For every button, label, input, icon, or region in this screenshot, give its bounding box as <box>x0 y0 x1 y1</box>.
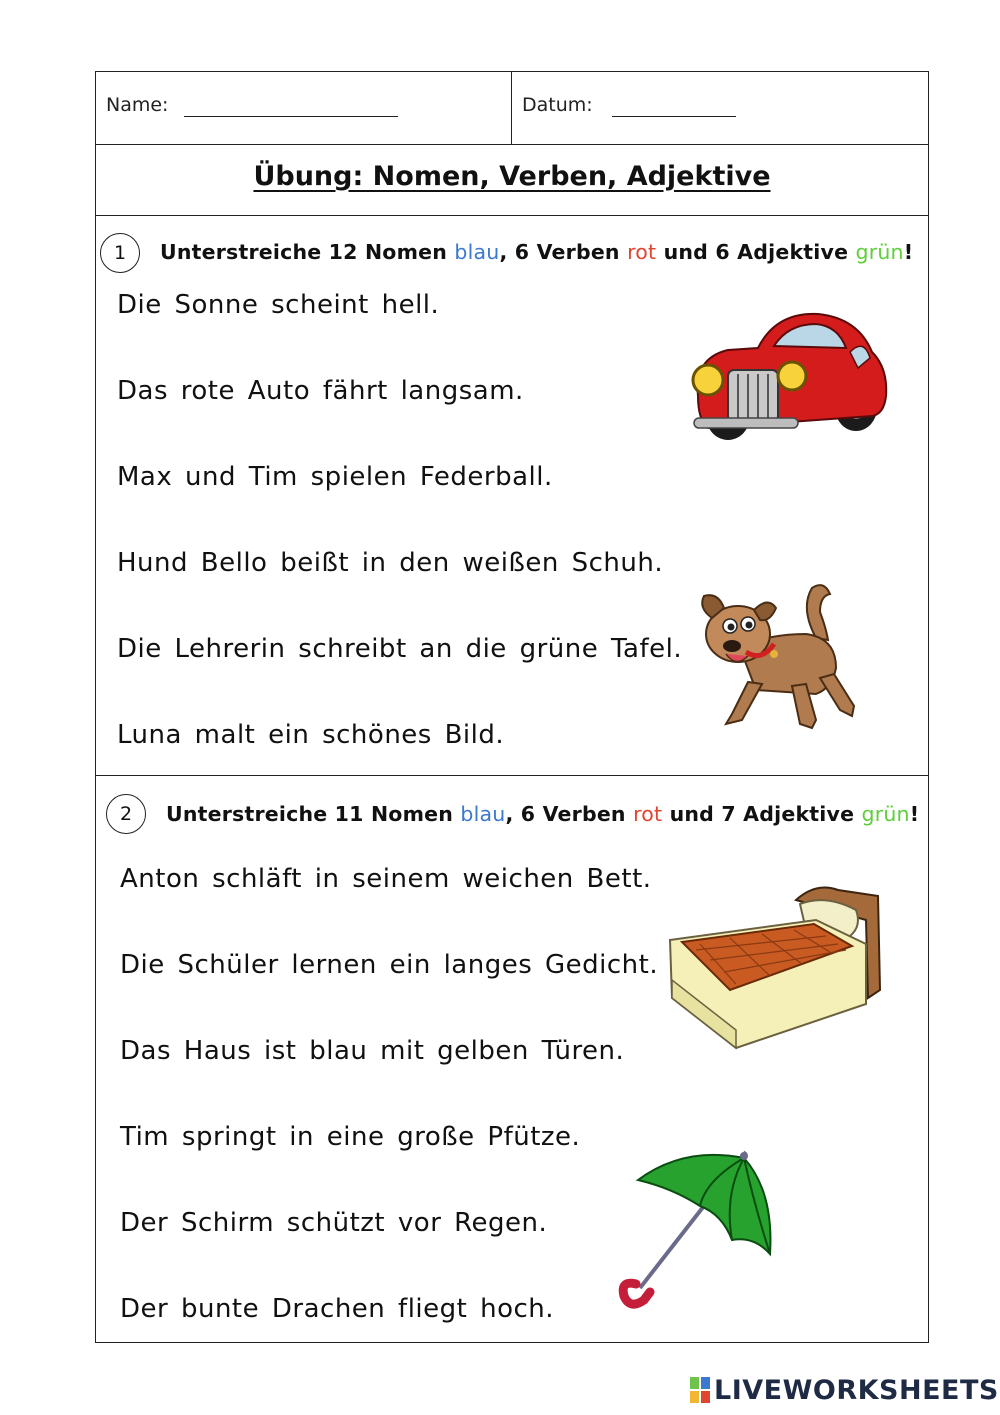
logo-icon <box>690 1377 710 1403</box>
header-row <box>96 72 928 145</box>
date-label: Datum: <box>522 94 593 116</box>
liveworksheets-logo: LIVEWORKSHEETS <box>690 1373 999 1407</box>
color-word-green: grün <box>855 240 904 264</box>
exercise-1 <box>96 216 928 776</box>
name-cell <box>96 72 512 144</box>
color-word-red: rot <box>633 802 663 826</box>
color-word-blue: blau <box>454 240 500 264</box>
exercise-instruction: Unterstreiche 11 Nomen blau, 6 Verben rot und 7 Adjektive grün! <box>166 802 920 826</box>
exercise-number: 1 <box>100 233 140 273</box>
color-word-red: rot <box>627 240 657 264</box>
sentence[interactable]: Tim springt in eine große Pfütze. <box>120 1122 581 1152</box>
exercise-2 <box>96 776 928 1342</box>
sentence[interactable]: Die Lehrerin schreibt an die grüne Tafel. <box>117 634 683 664</box>
date-cell <box>512 72 928 144</box>
page-title: Übung: Nomen, Verben, Adjektive <box>253 161 771 192</box>
name-label: Name: <box>106 94 169 116</box>
worksheet <box>95 71 929 1343</box>
color-word-green: grün <box>861 802 910 826</box>
car-illustration <box>688 308 894 448</box>
sentence[interactable]: Max und Tim spielen Federball. <box>117 462 553 492</box>
sentence[interactable]: Das rote Auto fährt langsam. <box>117 376 524 406</box>
title-row <box>96 145 928 216</box>
sentence[interactable]: Luna malt ein schönes Bild. <box>117 720 505 750</box>
umbrella-illustration <box>614 1144 784 1312</box>
sentence[interactable]: Hund Bello beißt in den weißen Schuh. <box>117 548 664 578</box>
bed-illustration <box>666 880 886 1052</box>
name-line[interactable] <box>184 116 398 117</box>
dog-illustration <box>696 578 856 738</box>
exercise-instruction: Unterstreiche 12 Nomen blau, 6 Verben rot und 6 Adjektive grün! <box>160 240 914 264</box>
sentence[interactable]: Das Haus ist blau mit gelben Türen. <box>120 1036 625 1066</box>
date-line[interactable] <box>612 116 736 117</box>
sentence[interactable]: Anton schläft in seinem weichen Bett. <box>120 864 652 894</box>
sentence[interactable]: Die Sonne scheint hell. <box>117 290 440 320</box>
sentence[interactable]: Die Schüler lernen ein langes Gedicht. <box>120 950 659 980</box>
sentence[interactable]: Der Schirm schützt vor Regen. <box>120 1208 548 1238</box>
exercise-number: 2 <box>106 794 146 834</box>
color-word-blue: blau <box>460 802 506 826</box>
sentence[interactable]: Der bunte Drachen fliegt hoch. <box>120 1294 555 1324</box>
